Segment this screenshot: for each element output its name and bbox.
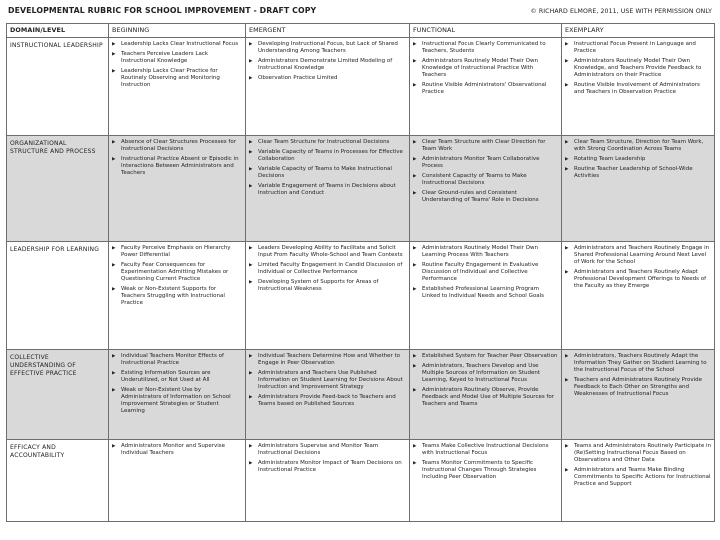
criterion-text: Administrators Monitor Team Collaborative Process [422,156,540,169]
triangle-bullet-icon: ▶ [112,42,116,47]
rubric-row [7,38,715,136]
criterion-text: Weak or Non-Existent Supports for Teachers Struggling with Instructional Practice [121,286,225,306]
criteria-list [413,139,558,204]
list-item [413,245,558,259]
triangle-bullet-icon: ▶ [112,157,116,162]
criterion-text: Teachers Perceive Leaders Lack Instructional Knowledge [121,51,209,64]
criterion-text: Administrators, Teachers Routinely Adapt the Information They Gather on Student Learning to the Instructional Focus of the School [574,353,707,373]
list-item [112,262,242,283]
list-item [413,139,558,153]
triangle-bullet-icon: ▶ [249,76,253,81]
triangle-bullet-icon: ▶ [413,263,417,268]
list-item [565,443,711,464]
list-item [249,58,406,72]
criterion-text: Observation Practice Limited [258,75,338,81]
list-item [112,370,242,384]
triangle-bullet-icon: ▶ [249,150,253,155]
list-item [249,183,406,197]
rubric-cell-emergent [246,38,410,136]
criterion-text: Administrators and Teachers Routinely Adapt Professional Development Offerings to Needs of the Faculty as they Emerge [574,269,707,289]
rubric-cell-exemplary [562,38,715,136]
criterion-text: Administrators Routinely Model Their Own Knowledge, and Teachers Provide Feedback to Administrators on their Practice [574,58,702,78]
criteria-list [565,139,711,180]
criterion-text: Clear Team Structure for Instructional Decisions [258,139,390,145]
criterion-text: Teachers and Administrators Routinely Provide Feedback to Each Other on Strengths and Weaknesses of Instructional Focus [574,377,703,397]
list-item [249,262,406,276]
list-item [112,443,242,457]
criterion-text: Variable Capacity of Teams to Make Instructional Decisions [258,166,392,179]
list-item [565,467,711,488]
rubric-cell-functional [410,136,562,242]
criterion-text: Instructional Focus Present in Language and Practice [574,41,696,54]
triangle-bullet-icon: ▶ [413,287,417,292]
criterion-text: Developing System of Supports for Areas of Instructional Weakness [258,279,379,292]
list-item [413,156,558,170]
list-item [249,279,406,293]
rubric-cell-emergent [246,242,410,350]
rubric-cell-exemplary [562,350,715,440]
criterion-text: Established System for Teacher Peer Observation [422,353,558,359]
list-item [413,363,558,384]
criterion-text: Variable Engagement of Teams in Decisions about Instruction and Conduct [258,183,396,196]
criteria-list [112,139,242,177]
list-item [565,245,711,266]
criterion-text: Administrators, Teachers Develop and Use Multiple Sources of Information on Student Learning, Keyed to Instructional Focus [422,363,540,383]
criterion-text: Faculty Perceive Emphasis on Hierarchy Power Differential [121,245,231,258]
criterion-text: Clear Team Structure, Direction for Team Work, with Strong Coordination Across Teams [574,139,704,152]
column-header-exemplary: EXEMPLARY [562,24,715,38]
triangle-bullet-icon: ▶ [565,140,569,145]
triangle-bullet-icon: ▶ [249,461,253,466]
triangle-bullet-icon: ▶ [565,42,569,47]
triangle-bullet-icon: ▶ [249,395,253,400]
triangle-bullet-icon: ▶ [413,191,417,196]
list-item [249,149,406,163]
triangle-bullet-icon: ▶ [413,42,417,47]
triangle-bullet-icon: ▶ [413,157,417,162]
column-header-domain-level: DOMAIN/LEVEL [7,24,109,38]
rubric-cell-beginning [109,350,246,440]
list-item [112,41,242,48]
list-item [413,41,558,55]
criteria-list [112,353,242,415]
domain-cell: INSTRUCTIONAL LEADERSHIP [7,38,109,136]
criteria-list [565,353,711,398]
triangle-bullet-icon: ▶ [565,468,569,473]
domain-cell: EFFICACY AND ACCOUNTABILITY [7,440,109,522]
list-item [249,394,406,408]
triangle-bullet-icon: ▶ [112,52,116,57]
list-item [413,262,558,283]
triangle-bullet-icon: ▶ [249,371,253,376]
criterion-text: Administrators Routinely Model Their Own Learning Process With Teachers [422,245,538,258]
rubric-cell-beginning [109,38,246,136]
triangle-bullet-icon: ▶ [413,444,417,449]
criterion-text: Administrators and Teams Make Binding Commitments to Specific Actions for Instructional Practice and Support [574,467,711,487]
list-item [413,173,558,187]
criterion-text: Existing Information Sources are Underutilized, or Not Used at All [121,370,211,383]
rubric-cell-exemplary [562,440,715,522]
triangle-bullet-icon: ▶ [249,444,253,449]
criteria-list [565,245,711,290]
rubric-row [7,136,715,242]
list-item [565,139,711,153]
domain-cell: COLLECTIVE UNDERSTANDING OF EFFECTIVE PRACTICE [7,350,109,440]
triangle-bullet-icon: ▶ [565,246,569,251]
criterion-text: Teams Make Collective Instructional Decisions with Instructional Focus [422,443,549,456]
list-item [565,166,711,180]
header-row [7,24,715,38]
rubric-row [7,350,715,440]
list-item [413,58,558,79]
list-item [249,370,406,391]
criterion-text: Clear Ground-rules and Consistent Understanding of Teams' Role in Decisions [422,190,539,203]
column-header-emergent: EMERGENT [246,24,410,38]
list-item [249,443,406,457]
criterion-text: Administrators Routinely Model Their Own Knowledge of Instructional Practice With Teachers [422,58,538,78]
criterion-text: Absence of Clear Structures Processes for Instructional Decisions [121,139,236,152]
triangle-bullet-icon: ▶ [249,42,253,47]
criterion-text: Limited Faculty Engagement in Candid Discussion of Individual or Collective Performance [258,262,403,275]
triangle-bullet-icon: ▶ [249,263,253,268]
rubric-cell-functional [410,38,562,136]
criterion-text: Variable Capacity of Teams in Processes for Effective Collaboration [258,149,403,162]
criterion-text: Routine Faculty Engagement in Evaluative Discussion of Individual and Collective Performance [422,262,539,282]
criteria-list [249,41,406,82]
list-item [249,41,406,55]
triangle-bullet-icon: ▶ [413,174,417,179]
list-item [413,190,558,204]
rubric-cell-beginning [109,440,246,522]
rubric-cell-functional [410,350,562,440]
rubric-row [7,242,715,350]
list-item [249,75,406,82]
triangle-bullet-icon: ▶ [112,444,116,449]
rubric-table [6,23,715,522]
triangle-bullet-icon: ▶ [249,184,253,189]
criterion-text: Leadership Lacks Clear Practice for Routinely Observing and Monitoring Instruction [121,68,220,88]
rubric-cell-exemplary [562,136,715,242]
criteria-list [565,41,711,96]
criterion-text: Individual Teachers Determine How and Whether to Engage in Peer Observation [258,353,401,366]
criteria-list [249,353,406,408]
triangle-bullet-icon: ▶ [413,388,417,393]
criterion-text: Instructional Practice Absent or Episodic in Interactions Between Administrators and Teachers [121,156,239,176]
triangle-bullet-icon: ▶ [565,444,569,449]
rubric-cell-functional [410,440,562,522]
rubric-cell-functional [410,242,562,350]
triangle-bullet-icon: ▶ [112,371,116,376]
criteria-list [112,245,242,307]
list-item [413,387,558,408]
list-item [565,58,711,79]
list-item [565,82,711,96]
triangle-bullet-icon: ▶ [565,270,569,275]
triangle-bullet-icon: ▶ [413,364,417,369]
list-item [413,353,558,360]
criterion-text: Routine Visible Administrators' Observational Practice [422,82,547,95]
column-header-functional: FUNCTIONAL [410,24,562,38]
criteria-list [249,245,406,293]
triangle-bullet-icon: ▶ [565,59,569,64]
rubric-cell-exemplary [562,242,715,350]
criterion-text: Leaders Developing Ability to Facilitate and Solicit Input From Faculty Whole-School and Team Contexts [258,245,403,258]
list-item [112,353,242,367]
column-header-beginning: BEGINNING [109,24,246,38]
criterion-text: Routine Visible Involvement of Administrators and Teachers in Observation Practice [574,82,700,95]
criteria-list [413,353,558,408]
criterion-text: Administrators and Teachers Use Published Information on Student Learning for Decisions About Instruction and Improvement Strategy [258,370,403,390]
list-item [413,286,558,300]
list-item [565,353,711,374]
list-item [249,166,406,180]
domain-cell: ORGANIZATIONAL STRUCTURE AND PROCESS [7,136,109,242]
criterion-text: Administrators and Teachers Routinely Engage in Shared Professional Learning Around Next Level of Work for the School [574,245,710,265]
criterion-text: Weak or Non-Existent Use by Administrators of Information on School Improvement Strategies or Student Learning [121,387,231,414]
list-item [413,82,558,96]
criterion-text: Leadership Lacks Clear Instructional Focus [121,41,239,47]
list-item [565,156,711,163]
triangle-bullet-icon: ▶ [112,388,116,393]
list-item [249,460,406,474]
triangle-bullet-icon: ▶ [565,157,569,162]
triangle-bullet-icon: ▶ [249,59,253,64]
criterion-text: Administrators Provide Feed-back to Teachers and Teams based on Published Sources [258,394,396,407]
criterion-text: Clear Team Structure with Clear Direction for Team Work [422,139,546,152]
rubric-cell-emergent [246,440,410,522]
criteria-list [413,443,558,481]
triangle-bullet-icon: ▶ [565,378,569,383]
copyright-notice: © RICHARD ELMORE, 2011, USE WITH PERMISSION ONLY [530,8,712,15]
triangle-bullet-icon: ▶ [249,246,253,251]
criterion-text: Teams and Administrators Routinely Participate in (Re)Setting Instructional Focus Based on Observations and Other Data [574,443,711,463]
rubric-row [7,440,715,522]
criteria-list [413,41,558,96]
list-item [249,353,406,367]
document-header [6,6,714,22]
criteria-list [249,443,406,474]
triangle-bullet-icon: ▶ [112,69,116,74]
criteria-list [565,443,711,488]
triangle-bullet-icon: ▶ [112,354,116,359]
criteria-list [112,41,242,89]
triangle-bullet-icon: ▶ [413,83,417,88]
criterion-text: Instructional Focus Clearly Communicated to Teachers, Students [422,41,546,54]
list-item [112,245,242,259]
criterion-text: Teams Monitor Commitments to Specific Instructional Changes Through Strategies Including Peer Observation [422,460,537,480]
criterion-text: Administrators Demonstrate Limited Modeling of Instructional Knowledge [258,58,393,71]
rubric-cell-emergent [246,350,410,440]
criterion-text: Administrators Monitor Impact of Team Decisions on Instructional Practice [258,460,402,473]
triangle-bullet-icon: ▶ [249,140,253,145]
criteria-list [413,245,558,300]
list-item [112,139,242,153]
triangle-bullet-icon: ▶ [413,354,417,359]
list-item [413,443,558,457]
triangle-bullet-icon: ▶ [112,263,116,268]
rubric-cell-emergent [246,136,410,242]
criterion-text: Routine Teacher Leadership of School-Wide Activities [574,166,693,179]
criterion-text: Individual Teachers Monitor Effects of Instructional Practice [121,353,224,366]
triangle-bullet-icon: ▶ [565,167,569,172]
triangle-bullet-icon: ▶ [565,83,569,88]
triangle-bullet-icon: ▶ [565,354,569,359]
rubric-cell-beginning [109,242,246,350]
domain-cell: LEADERSHIP FOR LEARNING [7,242,109,350]
list-item [565,269,711,290]
criteria-list [112,443,242,457]
list-item [413,460,558,481]
triangle-bullet-icon: ▶ [112,246,116,251]
triangle-bullet-icon: ▶ [413,246,417,251]
triangle-bullet-icon: ▶ [112,287,116,292]
criterion-text: Administrators Monitor and Supervise Individual Teachers [121,443,226,456]
list-item [565,377,711,398]
criterion-text: Administrators Supervise and Monitor Team Instructional Decisions [258,443,379,456]
list-item [565,41,711,55]
triangle-bullet-icon: ▶ [249,280,253,285]
list-item [112,286,242,307]
criterion-text: Established Professional Learning Program Linked to Individual Needs and School Goals [422,286,544,299]
criterion-text: Faculty Fear Consequences for Experimentation Admitting Mistakes or Questioning Current Practice [121,262,229,282]
list-item [249,139,406,146]
criterion-text: Rotating Team Leadership [574,156,646,162]
criterion-text: Developing Instructional Focus, but Lack of Shared Understanding Among Teachers [258,41,398,54]
triangle-bullet-icon: ▶ [249,354,253,359]
list-item [249,245,406,259]
rubric-body [7,38,715,522]
triangle-bullet-icon: ▶ [413,461,417,466]
criterion-text: Administrators Routinely Observe, Provide Feedback and Model Use of Multiple Sources for Teachers and Teams [422,387,555,407]
list-item [112,387,242,415]
list-item [112,156,242,177]
triangle-bullet-icon: ▶ [112,140,116,145]
triangle-bullet-icon: ▶ [413,140,417,145]
triangle-bullet-icon: ▶ [249,167,253,172]
criteria-list [249,139,406,197]
list-item [112,68,242,89]
rubric-cell-beginning [109,136,246,242]
triangle-bullet-icon: ▶ [413,59,417,64]
criterion-text: Consistent Capacity of Teams to Make Instructional Decisions [422,173,527,186]
list-item [112,51,242,65]
document-title: DEVELOPMENTAL RUBRIC FOR SCHOOL IMPROVEMENT - DRAFT COPY [8,6,317,15]
